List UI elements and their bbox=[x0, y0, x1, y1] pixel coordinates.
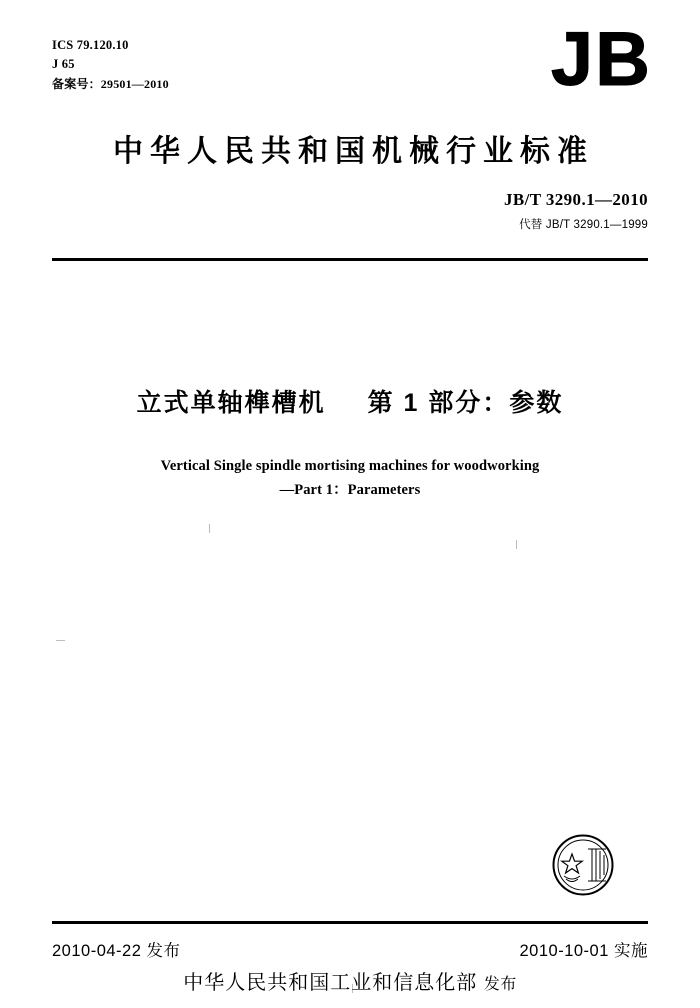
effective-date: 2010-10-01 实施 bbox=[519, 942, 648, 960]
page-title-english-line1: Vertical Single spindle mortising machines for woodworking bbox=[160, 458, 540, 474]
issuer-name: 中华人民共和国工业和信息化部 bbox=[183, 972, 478, 994]
classification-code: J 65 bbox=[52, 57, 75, 72]
issuer-suffix: 发布 bbox=[483, 976, 517, 993]
registration-tick bbox=[56, 640, 65, 641]
header-meta-block bbox=[52, 36, 169, 93]
registration-tick bbox=[516, 540, 517, 549]
page-title-english-line2: —Part 1：Parameters bbox=[279, 481, 421, 498]
page-title bbox=[0, 383, 700, 419]
standard-replaces: 代替 JB/T 3290.1—1999 bbox=[519, 219, 648, 231]
jb-logo: JB bbox=[550, 17, 652, 102]
registration-tick bbox=[209, 524, 210, 533]
ministry-seal-icon bbox=[552, 834, 614, 896]
issuer-line bbox=[0, 966, 700, 995]
page-title-part: 第 1 部分：参数 bbox=[367, 389, 564, 417]
standard-number: JB/T 3290.1—2010 bbox=[504, 190, 648, 209]
series-title: 中华人民共和国机械行业标准 bbox=[113, 135, 594, 168]
standard-number-block bbox=[504, 190, 648, 232]
date-row bbox=[52, 937, 648, 961]
page-title-main: 立式单轴榫槽机 bbox=[136, 389, 326, 417]
top-divider bbox=[52, 258, 648, 261]
bottom-divider bbox=[52, 921, 648, 924]
page-title-english bbox=[0, 455, 700, 503]
ics-code: ICS 79.120.10 bbox=[52, 38, 129, 52]
filing-number: 备案号：29501—2010 bbox=[52, 76, 169, 91]
issue-date: 2010-04-22 发布 bbox=[52, 942, 181, 960]
